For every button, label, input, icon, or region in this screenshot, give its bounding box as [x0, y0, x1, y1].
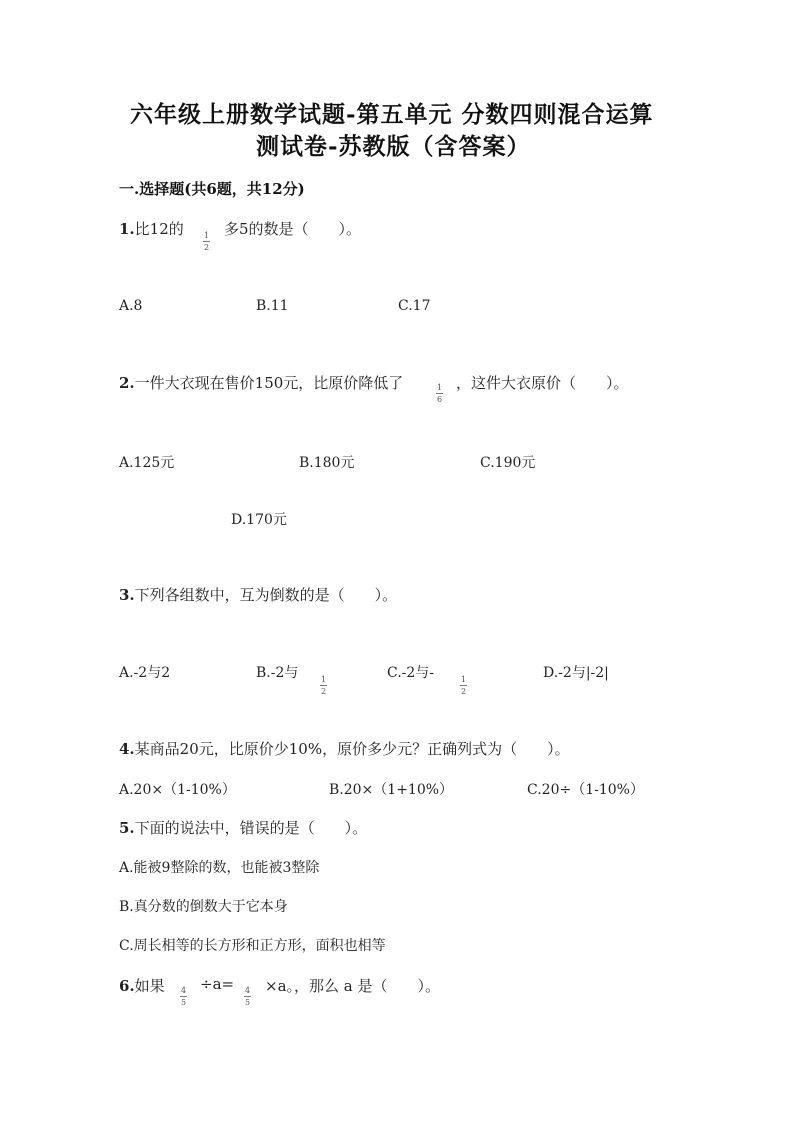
question-text-after: 多5的数是（ ）。 [224, 220, 362, 238]
fraction-numerator: 1 [203, 231, 210, 240]
fraction-numerator: 1 [320, 675, 327, 684]
fraction [436, 383, 443, 404]
option-c[interactable]: C.-2与- [387, 665, 435, 681]
question-text: 如果 [134, 977, 165, 995]
fraction [244, 986, 251, 1007]
fraction-numerator: 4 [180, 986, 187, 995]
question-text: 比12的 [134, 220, 184, 238]
question-number: 6. [119, 977, 135, 995]
fraction-numerator: 4 [244, 986, 251, 995]
question-2 [119, 372, 403, 393]
option-a[interactable]: A.能被9整除的数，也能被3整除 [119, 860, 320, 876]
option-c[interactable]: C.20÷（1-10%） [527, 782, 644, 798]
question-text: 下面的说法中，错误的是（ ）。 [134, 819, 368, 837]
question-5 [119, 817, 367, 838]
fraction-denominator: 2 [460, 687, 467, 696]
option-b[interactable]: B.真分数的倒数大于它本身 [119, 899, 288, 915]
option-a[interactable]: A.-2与2 [119, 665, 171, 681]
fraction [320, 675, 327, 696]
fraction [203, 231, 210, 252]
option-a[interactable]: A.8 [119, 298, 143, 314]
fraction [180, 986, 187, 1007]
fraction-denominator: 2 [203, 243, 210, 252]
question-text: 下列各组数中，互为倒数的是（ ）。 [134, 586, 398, 604]
question-text-after: ，这件大衣原价（ ）。 [456, 374, 629, 392]
option-b[interactable]: B.11 [256, 298, 289, 314]
option-a[interactable]: A.125元 [119, 455, 175, 471]
option-c[interactable]: C.190元 [480, 455, 536, 471]
question-number: 2. [119, 374, 135, 392]
option-a[interactable]: A.20×（1-10%） [119, 782, 236, 798]
question-number: 5. [119, 819, 135, 837]
option-c[interactable]: C.周长相等的长方形和正方形，面积也相等 [119, 938, 386, 954]
question-number: 3. [119, 586, 135, 604]
option-b[interactable]: B.20×（1+10%） [329, 782, 454, 798]
question-1 [119, 218, 184, 239]
option-c[interactable]: C.17 [398, 298, 431, 314]
fraction [460, 675, 467, 696]
question-text-after: ×a。，那么 a 是（ ）。 [265, 977, 440, 995]
option-d[interactable]: D.170元 [231, 512, 287, 528]
question-6 [119, 975, 165, 996]
page-title-line2: 测试卷-苏教版（含答案） [256, 133, 531, 160]
section-heading: 一.选择题(共6题，共12分) [119, 180, 305, 198]
question-number: 4. [119, 740, 135, 758]
question-text: 某商品20元，比原价少10%，原价多少元？正确列式为（ ）。 [134, 740, 570, 758]
fraction-denominator: 5 [244, 998, 251, 1007]
fraction-denominator: 2 [320, 687, 327, 696]
option-b[interactable]: B.-2与 [256, 665, 299, 681]
option-d[interactable]: D.-2与|-2| [543, 665, 609, 681]
option-b[interactable]: B.180元 [299, 455, 355, 471]
question-text-mid: ÷a= [200, 975, 235, 993]
question-3 [119, 584, 397, 605]
question-text: 一件大衣现在售价150元，比原价降低了 [134, 374, 404, 392]
fraction-denominator: 6 [436, 395, 443, 404]
fraction-denominator: 5 [180, 998, 187, 1007]
fraction-numerator: 1 [460, 675, 467, 684]
question-4 [119, 738, 570, 759]
fraction-numerator: 1 [436, 383, 443, 392]
page-title-line1: 六年级上册数学试题-第五单元 分数四则混合运算 [130, 101, 654, 128]
question-number: 1. [119, 220, 135, 238]
